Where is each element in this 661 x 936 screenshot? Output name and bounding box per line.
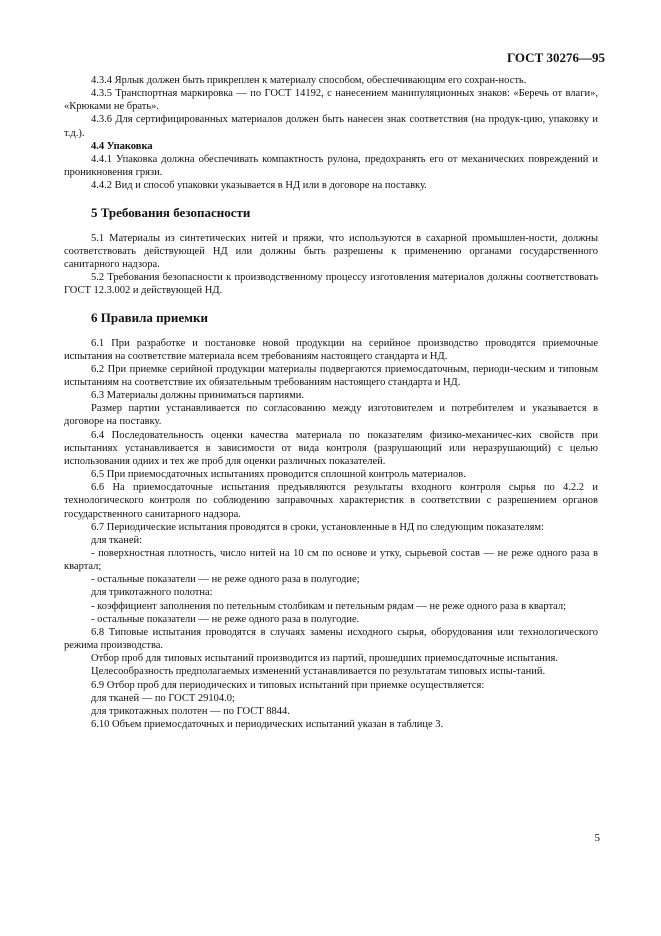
paragraph-6-6: 6.6 На приемосдаточные испытания предъявляются результаты входного контроля сырья по 4.2.2 и технологического контроля по соблюдению заправочных характеристик в соответствии с разрешением органов государственного санитарного надзора.	[64, 482, 598, 520]
section-5-title: 5 Требования безопасности	[91, 205, 251, 221]
paragraph-6-7: 6.7 Периодические испытания проводятся в сроки, установленные в НД по следующим показателям:	[91, 521, 544, 533]
list-item: - коэффициент заполнения по петельным столбикам и петельным рядам — не реже одного раза в квартал;	[91, 600, 567, 612]
list-label-knitted: для трикотажного полотна:	[91, 587, 213, 599]
paragraph-4-3-4: 4.3.4 Ярлык должен быть прикреплен к материалу способом, обеспечивающим его сохран-ность.	[91, 75, 527, 86]
section-6-title: 6 Правила приемки	[91, 310, 208, 326]
list-item: - поверхностная плотность, число нитей на 10 см по основе и утку, сырьевой состав — не реже одного раза в квартал;	[64, 548, 598, 573]
paragraph-6-8-sampling: Отбор проб для типовых испытаний производится из партий, прошедших приемосдаточные испытания.	[91, 653, 558, 665]
paragraph-6-1: 6.1 При разработке и постановке новой продукции на серийное производство проводятся приемочные испытания на соответствие материала всем требованиям настоящего стандарта и НД.	[64, 337, 598, 362]
paragraph-4-4-1: 4.4.1 Упаковка должна обеспечивать компактность рулона, предохранять его от механических повреждений и проникновения грязи.	[64, 153, 598, 179]
page-number: 5	[594, 832, 600, 844]
list-item: для трикотажных полотен — по ГОСТ 8844.	[91, 705, 290, 717]
list-item: - остальные показатели — не реже одного раза в полугодие;	[91, 574, 360, 586]
paragraph-6-2: 6.2 При приемке серийной продукции материалы подвергаются приемосдаточным, периоди-ческим и типовым испытаниям на соответствие их обязательным требованиям настоящего стандарта и НД.	[64, 363, 598, 388]
paragraph-4-3-6: 4.3.6 Для сертифицированных материалов должен быть нанесен знак соответствия (на продук-цию, упаковку и т.д.).	[64, 114, 598, 139]
paragraph-4-3-5: 4.3.5 Транспортная маркировка — по ГОСТ 14192, с нанесением манипуляционных знаков: «Беречь от влаги», «Крюками не брать».	[64, 88, 598, 113]
paragraph-6-3-lot: Размер партии устанавливается по согласованию между изготовителем и потребителем и указывается в договоре на поставку.	[64, 403, 598, 428]
paragraph-5-2: 5.2 Требования безопасности к производственному процессу изготовления материалов должны соответствовать ГОСТ 12.3.002 и действующей НД.	[64, 272, 598, 297]
paragraph-6-4: 6.4 Последовательность оценки качества материала по показателям физико-механичес-ких свойств при испытаниях устанавливается в зависимости от вида контроля (разрушающий или неразрушающий) с целью использования одних и тех же проб для оценки различных показателей.	[64, 429, 598, 467]
paragraph-6-8: 6.8 Типовые испытания проводятся в случаях замены исходного сырья, оборудования или технологического режима производства.	[64, 626, 598, 652]
document-body	[64, 74, 598, 731]
subheading-packaging: 4.4 Упаковка	[91, 140, 153, 152]
list-item: для тканей — по ГОСТ 29104.0;	[91, 692, 235, 704]
paragraph-5-1: 5.1 Материалы из синтетических нитей и пряжи, что используются в сахарной промышлен-ности, должны соответствовать действующей НД или должны быть разрешены к применению органами государственного санитарного надзора.	[64, 232, 598, 270]
paragraph-6-5: 6.5 При приемосдаточных испытаниях проводится сплошной контроль материалов.	[91, 469, 466, 481]
paragraph-4-4-2: 4.4.2 Вид и способ упаковки указывается в НД или в договоре на поставку.	[91, 180, 427, 192]
paragraph-6-8-expediency: Целесообразность предполагаемых изменений устанавливается по результатам типовых испы-таний.	[91, 666, 546, 678]
paragraph-6-3: 6.3 Материалы должны приниматься партиями.	[91, 390, 305, 402]
document-header: ГОСТ 30276—95	[506, 50, 605, 65]
paragraph-6-9: 6.9 Отбор проб для периодических и типовых испытаний при приемке осуществляется:	[91, 679, 485, 691]
list-label-fabrics: для тканей:	[91, 534, 143, 546]
list-item: - остальные показатели — не реже одного раза в полугодие.	[91, 613, 360, 625]
paragraph-6-10: 6.10 Объем приемосдаточных и периодических испытаний указан в таблице 3.	[91, 719, 444, 731]
